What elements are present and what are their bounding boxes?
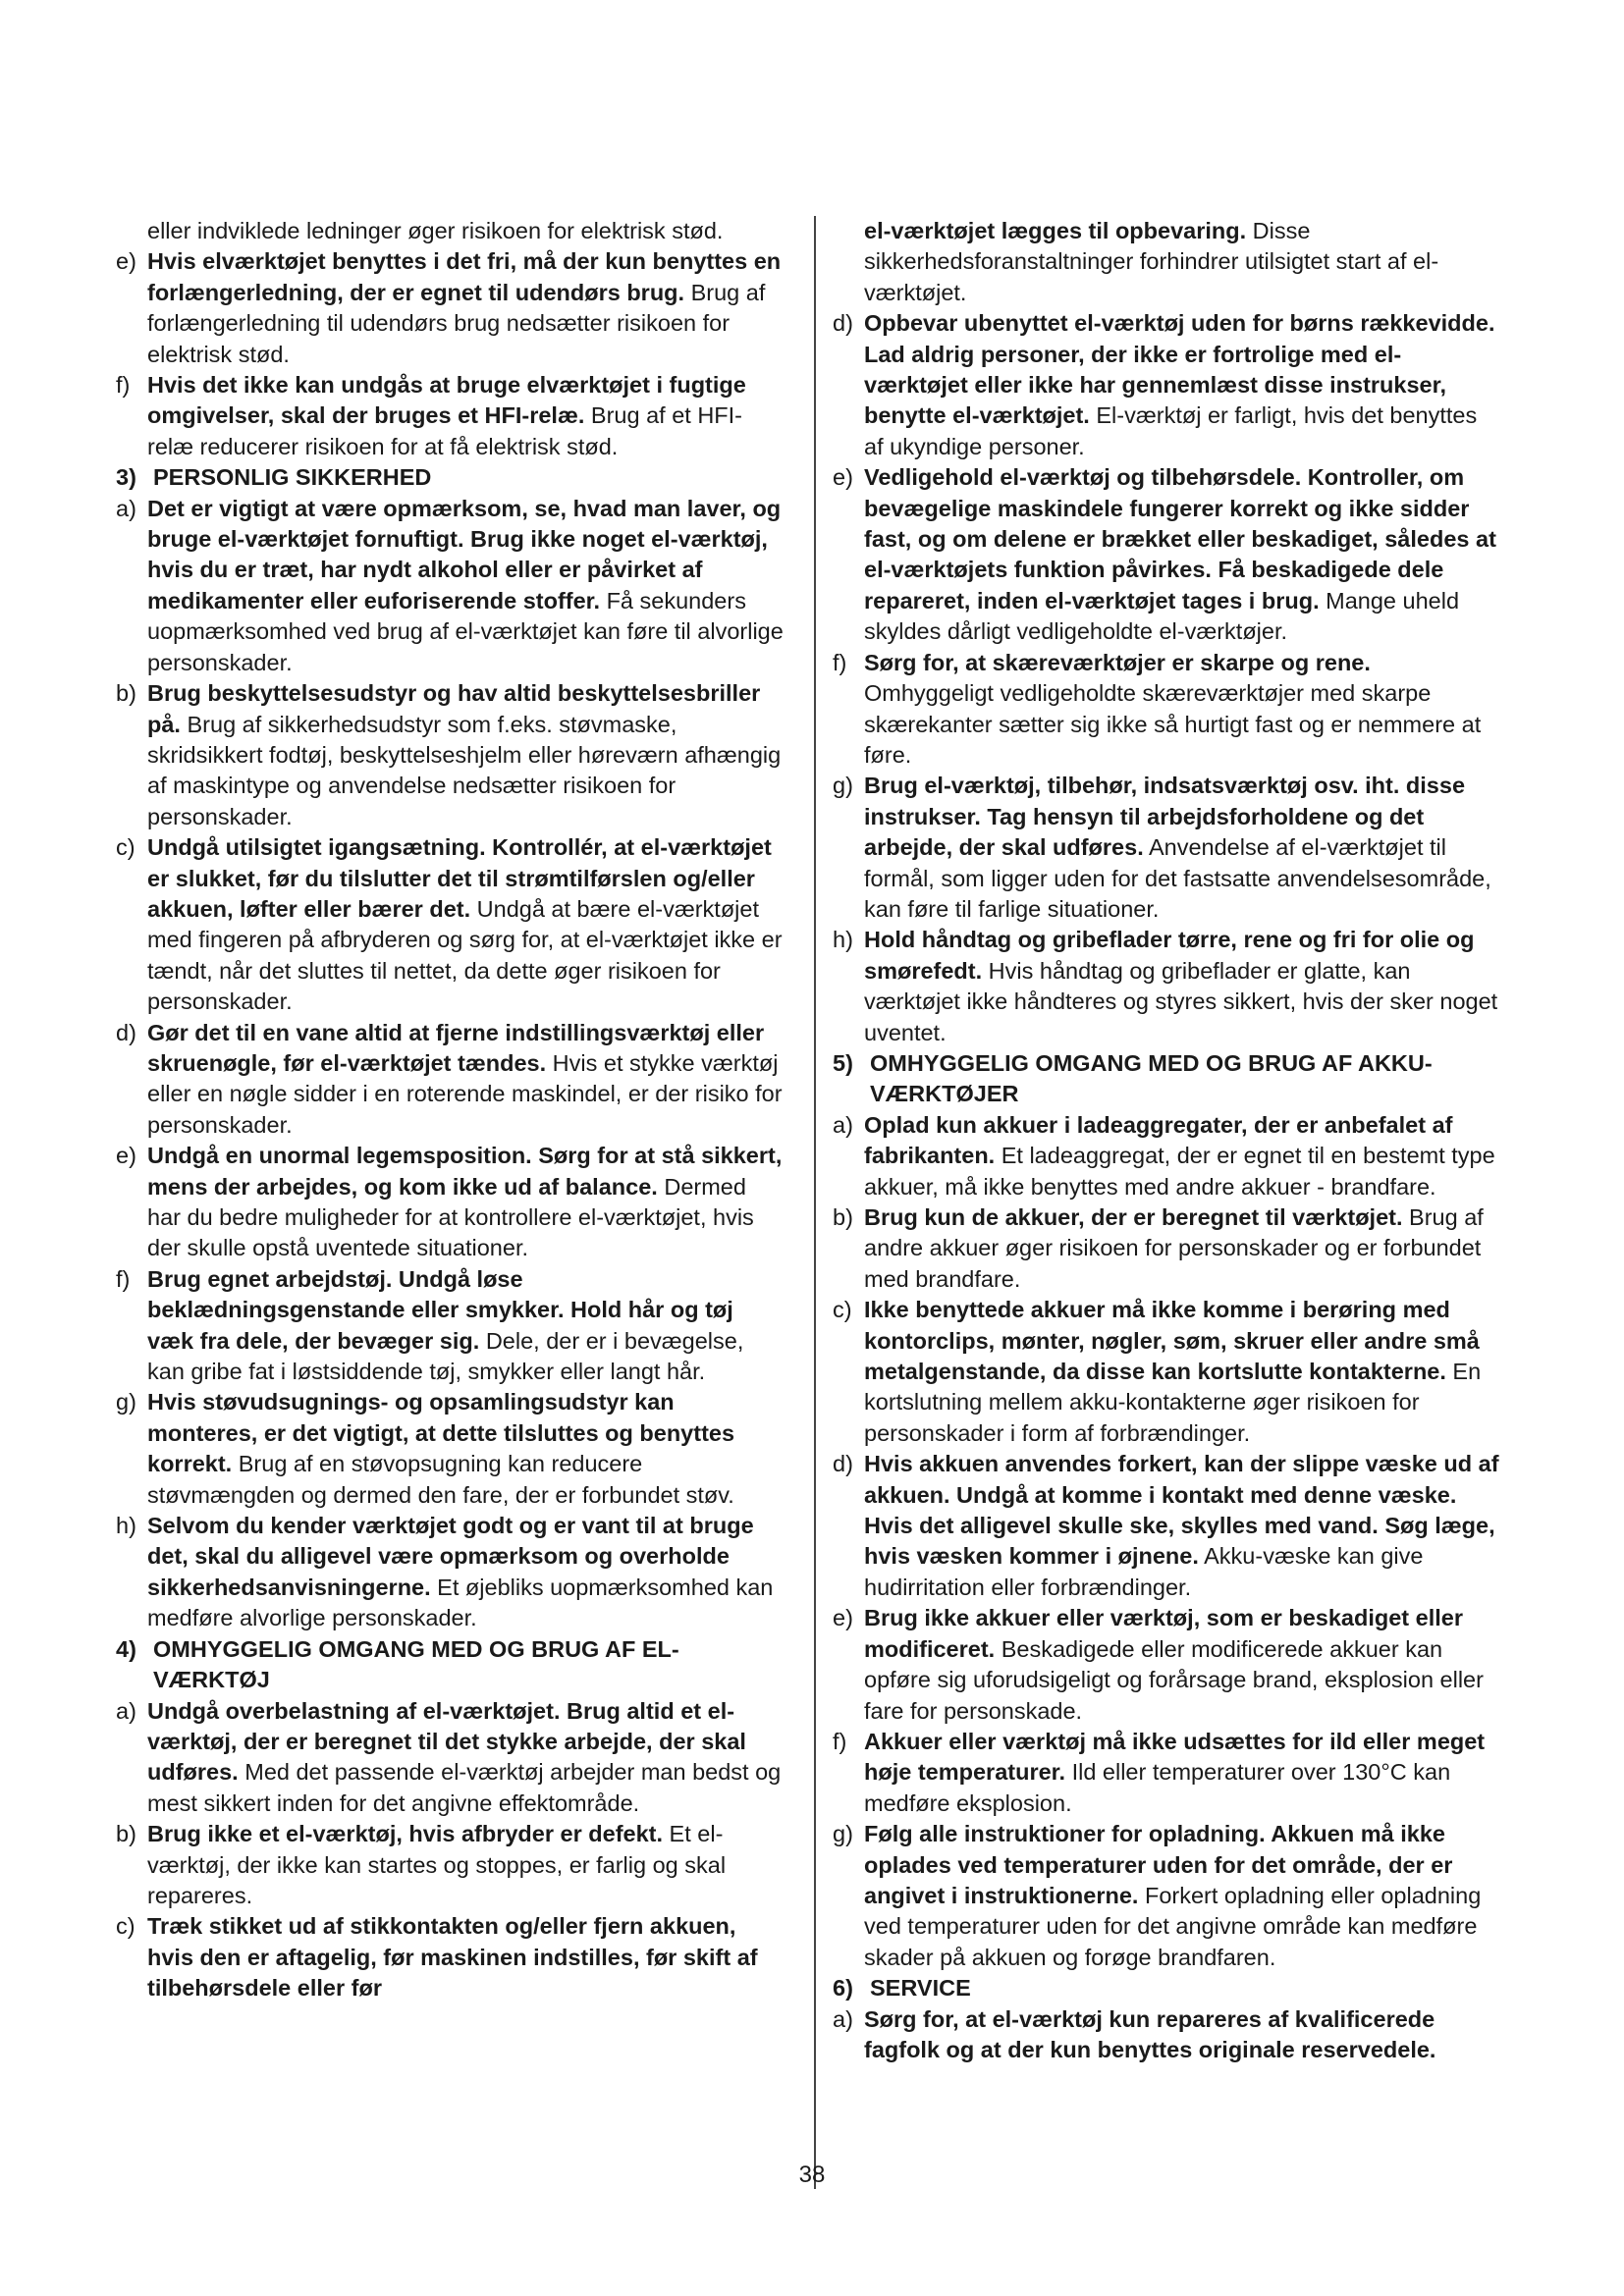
continued-paragraph <box>116 216 784 246</box>
item-label: e) <box>833 464 853 491</box>
item-text: eller indviklede ledninger øger risikoen for elektrisk stød. <box>147 218 724 243</box>
item-label: a) <box>116 1697 136 1724</box>
item-text: Ild eller temperaturer over 130°C kan medføre eksplosion. <box>864 1759 1451 1816</box>
item-bold-text: Træk stikket ud af stikkontakten og/eller fjern akkuen, hvis den er aftagelig, før maskinen indstilles, før skift af tilbehørsdele eller før <box>147 1913 758 2002</box>
continued-paragraph <box>833 216 1500 308</box>
item-bold-text: Sørg for, at el-værktøj kun repareres af kvalificerede fagfolk og at der kun benyttes originale reservedele. <box>864 2005 1436 2062</box>
instruction-item <box>833 771 1500 925</box>
item-text: Anvendelse af el-værktøjet til formål, som ligger uden for det fastsatte anvendelsesområde, kan føre til farlige situationer. <box>864 834 1491 922</box>
item-text: Brug af andre akkuer øger risikoen for personskader og er forbundet med brandfare. <box>864 1204 1484 1292</box>
column-divider <box>814 216 816 2189</box>
item-text: Omhyggeligt vedligeholdte skæreværktøjer med skarpe skærekanter sætter sig ikke så hurtigt fast og er nemmere at føre. <box>864 680 1482 768</box>
item-bold-text: Brug ikke akkuer eller værktøj, som er beskadiget eller modificeret. <box>864 1605 1463 1662</box>
item-text: Et ladeaggregat, der er egnet til en bestemt type akkuer, må ikke benyttes med andre akkuer - brandfare. <box>864 1143 1495 1200</box>
item-text: Dele, der er i bevægelse, kan gribe fat i løstsiddende tøj, smykker eller langt hår. <box>147 1327 744 1385</box>
item-text: Brug af en støvopsugning kan reducere støvmængden og dermed den fare, der er forbundet støv. <box>147 1451 734 1508</box>
instruction-item <box>116 1511 784 1634</box>
item-bold-text: Brug ikke et el-værktøj, hvis afbryder er defekt. <box>147 1821 664 1847</box>
item-text: Akku-væske kan give hudirritation eller forbrændinger. <box>864 1543 1424 1600</box>
item-text: Brug af sikkerhedsudstyr som f.eks. støvmaske, skridsikkert fodtøj, beskyttelseshjelm eller høreværn afhængig af maskintype og anvendelse nedsætter risikoen for personskader. <box>147 711 782 829</box>
instruction-item <box>116 1264 784 1388</box>
section-heading <box>833 1973 1500 2003</box>
instruction-item <box>116 1696 784 1820</box>
section-heading <box>833 1048 1500 1110</box>
item-bold-text: SERVICE <box>870 1975 971 2002</box>
item-label: a) <box>833 2005 853 2032</box>
page-number: 38 <box>798 2162 826 2188</box>
instruction-item <box>116 1141 784 1264</box>
item-label: d) <box>116 1019 136 1045</box>
section-heading <box>116 1634 784 1696</box>
instruction-item <box>833 1819 1500 1973</box>
instruction-item <box>116 1018 784 1142</box>
item-text: En kortslutning mellem akku-kontakterne øger risikoen for personskader i form af forbrændinger. <box>864 1359 1482 1446</box>
instruction-item <box>833 1727 1500 1819</box>
item-bold-text: Det er vigtigt at være opmærksom, se, hvad man laver, og bruge el-værktøjet fornuftigt. Brug ikke noget el-værktøj, hvis du er træt, har nydt alkohol eller er påvirket af medikamenter eller euforiserende stoffer. <box>147 495 782 614</box>
item-label: f) <box>116 1265 131 1292</box>
item-bold-text: Følg alle instruktioner for opladning. Akkuen må ikke oplades ved temperaturer uden for det område, der er angivet i instruktionerne. <box>864 1821 1453 1908</box>
item-label: f) <box>833 649 847 675</box>
item-label: c) <box>116 834 135 861</box>
item-bold-text: Hvis støvudsugnings- og opsamlingsudstyr kan monteres, er det vigtigt, at dette tilsluttes og benyttes korrekt. <box>147 1389 735 1477</box>
item-text: Hvis håndtag og gribeflader er glatte, kan værktøjet ikke håndteres og styres sikkert, hvis der sker noget uventet. <box>864 957 1498 1045</box>
item-text: Disse sikkerhedsforanstaltninger forhindrer utilsigtet start af el-værktøjet. <box>864 218 1439 305</box>
instruction-item <box>833 1603 1500 1727</box>
instruction-item <box>833 1295 1500 1449</box>
instruction-item <box>116 246 784 370</box>
item-bold-text: PERSONLIG SIKKERHED <box>153 464 432 491</box>
item-text: Forkert opladning eller opladning ved temperaturer uden for det angivne område kan medføre skader på akkuen og forøge brandfaren. <box>864 1882 1482 1970</box>
item-bold-text: Undgå en unormal legemsposition. Sørg for at stå sikkert, mens der arbejdes, og kom ikke ud af balance. <box>147 1143 783 1200</box>
item-bold-text: Sørg for, at skæreværktøjer er skarpe og rene. <box>864 649 1371 675</box>
item-label: a) <box>116 495 136 521</box>
item-label: h) <box>116 1513 136 1539</box>
item-label: b) <box>116 680 136 707</box>
item-bold-text: Brug beskyttelsesudstyr og hav altid beskyttelsesbriller på. <box>147 680 761 737</box>
item-bold-text: Hvis det ikke kan undgås at bruge elværktøjet i fugtige omgivelser, skal der bruges et HFI-relæ. <box>147 372 746 429</box>
item-label: d) <box>833 1451 853 1477</box>
instruction-item <box>833 462 1500 647</box>
instruction-item <box>833 1449 1500 1603</box>
instruction-item <box>116 1911 784 2003</box>
item-label: d) <box>833 310 853 337</box>
item-label: 3) <box>116 464 136 491</box>
item-text: Dermed har du bedre muligheder for at kontrollere el-værktøjet, hvis der skulle opstå uventede situationer. <box>147 1173 754 1261</box>
item-bold-text: Ikke benyttede akkuer må ikke komme i berøring med kontorclips, mønter, nøgler, søm, skruer eller andre små metalgenstande, da disse kan kortslutte kontakterne. <box>864 1297 1480 1385</box>
instruction-item <box>833 1202 1500 1295</box>
item-label: f) <box>833 1728 847 1754</box>
item-bold-text: Gør det til en vane altid at fjerne indstillingsværktøj eller skruenøgle, før el-værktøjet tændes. <box>147 1019 765 1076</box>
instruction-item <box>116 494 784 678</box>
item-bold-text: Undgå utilsigtet igangsætning. Kontrollér, at el-værktøjet er slukket, før du tilslutter det til strømtilførslen og/eller akkuen, løfter eller bærer det. <box>147 834 772 922</box>
instruction-item <box>116 1387 784 1511</box>
item-label: e) <box>116 248 136 275</box>
item-bold-text: OMHYGGELIG OMGANG MED OG BRUG AF AKKU-VÆRKTØJER <box>870 1049 1433 1107</box>
instruction-item <box>833 308 1500 462</box>
item-bold-text: Hold håndtag og gribeflader tørre, rene og fri for olie og smørefedt. <box>864 927 1475 984</box>
item-label: h) <box>833 927 853 953</box>
item-text: Brug af et HFI-relæ reducerer risikoen for at få elektrisk stød. <box>147 402 743 459</box>
item-text: Undgå at bære el-værktøjet med fingeren på afbryderen og sørg for, at el-værktøjet ikke er tændt, når det sluttes til nettet, da dette øger risikoen for personskader. <box>147 895 783 1015</box>
item-bold-text: Brug el-værktøj, tilbehør, indsatsværktøj osv. iht. disse instrukser. Tag hensyn til arbejdsforholdene og det arbejde, der skal udføres. <box>864 773 1466 861</box>
item-label: f) <box>116 372 131 399</box>
section-heading <box>116 462 784 493</box>
item-label: b) <box>833 1204 853 1230</box>
item-bold-text: Selvom du kender værktøjet godt og er vant til at bruge det, skal du alligevel være opmærksom og overholde sikkerhedsanvisningerne. <box>147 1513 754 1600</box>
instruction-item <box>833 1110 1500 1202</box>
item-label: 5) <box>833 1049 853 1076</box>
item-label: c) <box>833 1297 852 1323</box>
item-bold-text: Brug egnet arbejdstøj. Undgå løse beklædningsgenstande eller smykker. Hold hår og tøj væk fra dele, der bevæger sig. <box>147 1265 733 1354</box>
item-bold-text: OMHYGGELIG OMGANG MED OG BRUG AF EL-VÆRKTØJ <box>153 1635 679 1693</box>
item-text: Et el-værktøj, der ikke kan startes og stoppes, er farlig og skal repareres. <box>147 1821 727 1908</box>
item-label: 4) <box>116 1635 136 1662</box>
item-label: b) <box>116 1821 136 1847</box>
instruction-item <box>833 2004 1500 2066</box>
item-text: Mange uheld skyldes dårligt vedligeholdte el-værktøjer. <box>864 587 1460 645</box>
item-bold-text: Oplad kun akkuer i ladeaggregater, der er anbefalet af fabrikanten. <box>864 1111 1453 1169</box>
item-label: g) <box>833 773 853 799</box>
item-text: Hvis et stykke værktøj eller en nøgle sidder i en roterende maskindel, er der risiko for personskader. <box>147 1049 783 1138</box>
left-column <box>116 216 784 2004</box>
item-bold-text: Vedligehold el-værktøj og tilbehørsdele. Kontroller, om bevægelige maskindele fungerer korrekt og ikke sidder fast, og om delene er brækket eller beskadiget, således at el-værktøjets funktion påvirkes. Få beskadigede dele repareret, inden el-værktøjet tages i brug. <box>864 464 1496 614</box>
item-bold-text: Akkuer eller værktøj må ikke udsættes for ild eller meget høje temperaturer. <box>864 1728 1486 1786</box>
instruction-item <box>833 648 1500 772</box>
item-text: Med det passende el-værktøj arbejder man bedst og mest sikkert inden for det angivne effektområde. <box>147 1759 782 1816</box>
item-text: El-værktøj er farligt, hvis det benyttes af ukyndige personer. <box>864 402 1478 459</box>
item-label: e) <box>833 1605 853 1631</box>
item-bold-text: Hvis elværktøjet benyttes i det fri, må der kun benyttes en forlængerledning, der er egnet til udendørs brug. <box>147 248 782 305</box>
instruction-item <box>116 370 784 462</box>
item-label: c) <box>116 1913 135 1940</box>
item-label: g) <box>833 1821 853 1847</box>
item-text: Brug af forlængerledning til udendørs brug nedsætter risikoen for elektrisk stød. <box>147 279 766 367</box>
item-text: Beskadigede eller modificerede akkuer kan opføre sig uforudsigeligt og forårsage brand, eksplosion eller fare for personskade. <box>864 1635 1484 1724</box>
item-bold-text: Hvis akkuen anvendes forkert, kan der slippe væske ud af akkuen. Undgå at komme i kontakt med denne væske. Hvis det alligevel skulle ske, skylles med vand. Søg læge, hvis væsken kommer i øjnene. <box>864 1451 1499 1570</box>
item-label: e) <box>116 1143 136 1169</box>
item-bold-text: el-værktøjet lægges til opbevaring. <box>864 218 1247 243</box>
item-text: Et øjebliks uopmærksomhed kan medføre alvorlige personskader. <box>147 1574 774 1631</box>
item-label: a) <box>833 1111 853 1138</box>
item-label: g) <box>116 1389 136 1415</box>
item-bold-text: Brug kun de akkuer, der er beregnet til værktøjet. <box>864 1204 1403 1230</box>
item-label: 6) <box>833 1975 853 2002</box>
right-column <box>833 216 1500 2065</box>
item-bold-text: Opbevar ubenyttet el-værktøj uden for børns rækkevidde. Lad aldrig personer, der ikke er fortrolige med el-værktøjet eller ikke har gennemlæst disse instrukser, benytte el-værktøjet. <box>864 310 1495 429</box>
item-text: Få sekunders uopmærksomhed ved brug af el-værktøjet kan føre til alvorlige personskader. <box>147 587 784 675</box>
instruction-item <box>116 678 784 832</box>
instruction-item <box>116 1819 784 1911</box>
item-bold-text: Undgå overbelastning af el-værktøjet. Brug altid et el-værktøj, der er beregnet til det stykke arbejde, der skal udføres. <box>147 1697 746 1786</box>
instruction-item <box>116 832 784 1017</box>
instruction-item <box>833 925 1500 1048</box>
